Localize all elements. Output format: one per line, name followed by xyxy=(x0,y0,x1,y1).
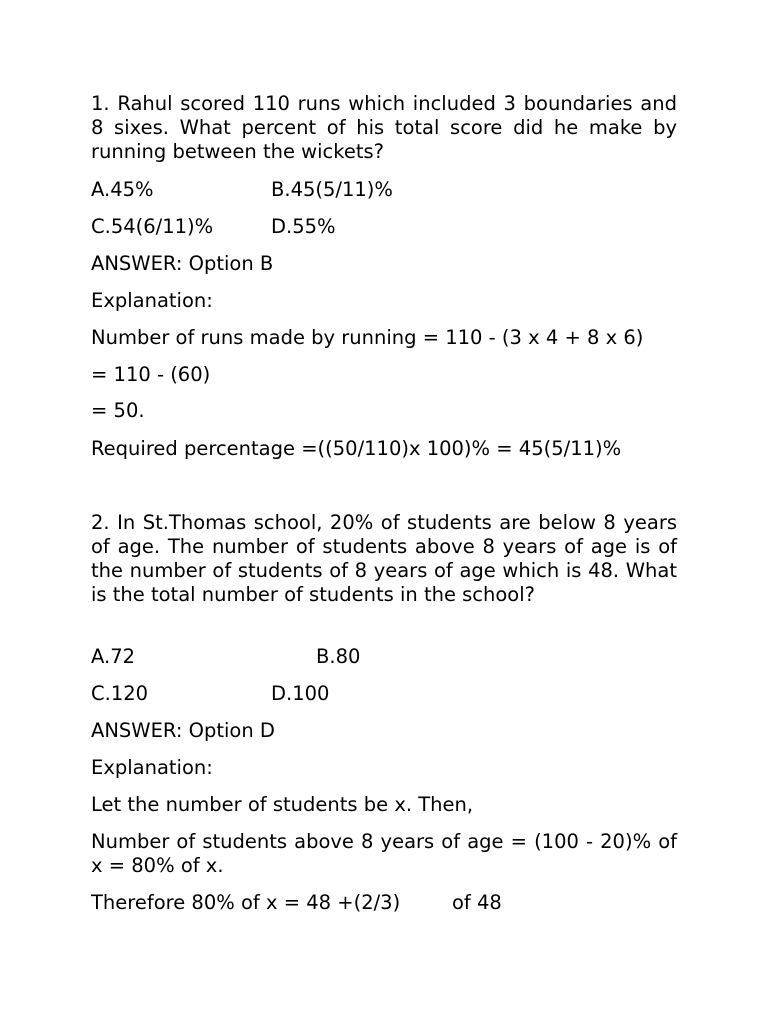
q1-option-a: A.45% xyxy=(91,178,154,201)
question-1-text: 1. Rahul scored 110 runs which included 3 boundaries and 8 sixes. What percent of his total score did he make by running between the wickets? xyxy=(91,92,677,163)
q2-option-b: B.80 xyxy=(316,645,361,668)
q2-step-3-tail: of 48 xyxy=(452,891,502,914)
q1-option-b: B.45(5/11)% xyxy=(271,178,393,201)
q1-explanation-label: Explanation: xyxy=(91,289,213,312)
q1-option-d: D.55% xyxy=(271,215,336,238)
q2-step-3: Therefore 80% of x = 48 +(2/3) xyxy=(91,891,401,914)
question-2-text: 2. In St.Thomas school, 20% of students are below 8 years of age. The number of students above 8 years of age is of the number of students of 8 years of age which is 48. What is the total number of students in the school? xyxy=(91,511,677,606)
q2-step-1: Let the number of students be x. Then, xyxy=(91,793,474,816)
q2-option-a: A.72 xyxy=(91,645,136,668)
q1-step-3: = 50. xyxy=(91,399,145,422)
q1-answer: ANSWER: Option B xyxy=(91,252,274,275)
q1-option-c: C.54(6/11)% xyxy=(91,215,214,238)
q2-explanation-label: Explanation: xyxy=(91,756,213,779)
q1-step-2: = 110 - (60) xyxy=(91,363,211,386)
q2-answer: ANSWER: Option D xyxy=(91,719,275,742)
q2-option-c: C.120 xyxy=(91,682,149,705)
q1-step-4: Required percentage =((50/110)x 100)% = 45(5/11)% xyxy=(91,437,622,460)
q1-step-1: Number of runs made by running = 110 - (3 x 4 + 8 x 6) xyxy=(91,326,644,349)
q2-step-2: Number of students above 8 years of age = (100 - 20)% of x = 80% of x. xyxy=(91,830,677,877)
q2-option-d: D.100 xyxy=(271,682,330,705)
